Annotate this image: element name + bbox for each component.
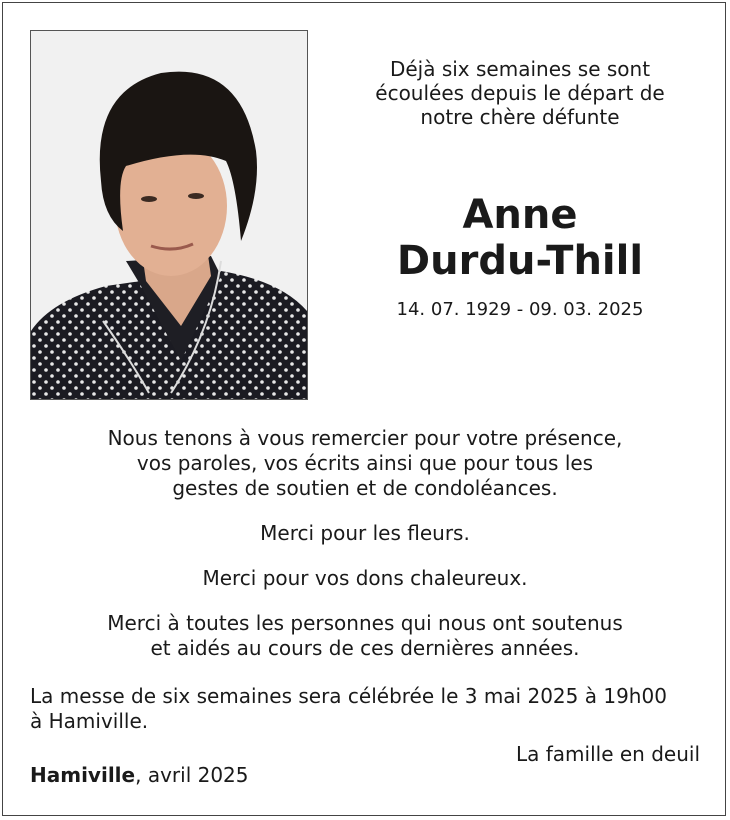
family-signature: La famille en deuil — [516, 742, 700, 766]
thank-you-message — [30, 426, 700, 681]
mass-announcement — [30, 684, 710, 734]
mass-line-1: La messe de six semaines sera célébrée le 3 mai 2025 à 19h00 — [30, 684, 667, 708]
date: , avril 2025 — [135, 763, 249, 787]
life-dates: 14. 07. 1929 - 09. 03. 2025 — [396, 299, 644, 320]
support-line-1: Merci à toutes les personnes qui nous ont soutenus — [107, 611, 623, 635]
last-name: Durdu-Thill — [396, 238, 644, 284]
thanks-line-1: Nous tenons à vous remercier pour votre présence, — [107, 426, 623, 450]
intro-line-2: écoulées depuis le départ de — [375, 81, 665, 105]
flowers-line: Merci pour les fleurs. — [260, 521, 470, 545]
intro-line-1: Déjà six semaines se sont — [389, 57, 651, 81]
thanks-line-2: vos paroles, vos écrits ainsi que pour tous les — [136, 451, 594, 475]
deceased-name — [340, 192, 700, 284]
portrait-photo — [30, 30, 308, 400]
portrait-illustration — [31, 31, 307, 399]
place-and-date — [30, 763, 249, 788]
intro-line-3: notre chère défunte — [420, 105, 620, 129]
donations-line: Merci pour vos dons chaleureux. — [202, 566, 528, 590]
thanks-paragraph — [30, 426, 700, 501]
support-paragraph — [30, 611, 700, 661]
mass-line-2: à Hamiville. — [30, 709, 149, 733]
support-line-2: et aidés au cours de ces dernières années. — [150, 636, 580, 660]
place: Hamiville — [30, 763, 136, 787]
intro-text — [340, 57, 700, 129]
first-name: Anne — [462, 192, 578, 238]
thanks-line-3: gestes de soutien et de condoléances. — [172, 476, 558, 500]
